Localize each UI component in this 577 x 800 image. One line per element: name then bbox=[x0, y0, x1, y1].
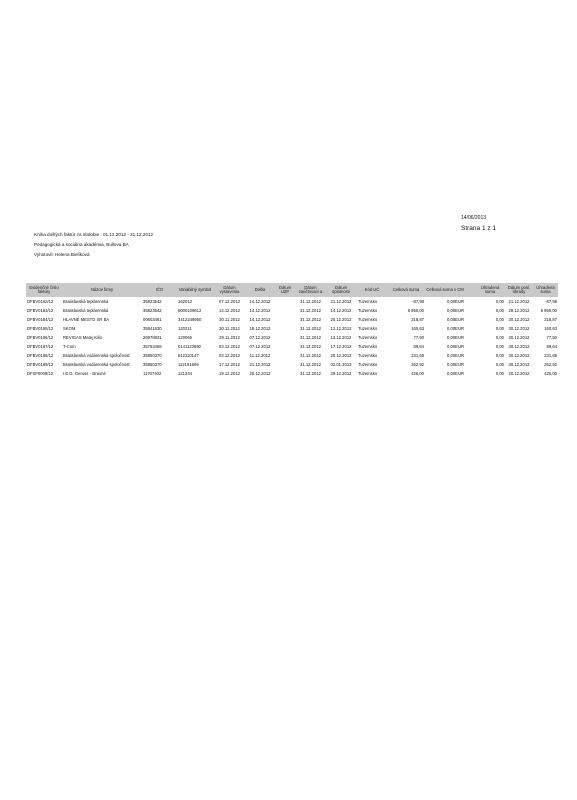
column-header: Dátum vystavenia bbox=[213, 283, 246, 297]
table-cell: REVIGAS Matej Kišo bbox=[63, 335, 103, 340]
table-cell bbox=[274, 360, 296, 369]
table-cell: DFBV0168/12 bbox=[27, 353, 54, 358]
table-cell: 6000109612 bbox=[178, 308, 202, 313]
table-cell: 6 950,00 bbox=[540, 308, 557, 313]
table-cell: Tuzemsko bbox=[358, 326, 378, 331]
table-cell: Bratislavská vodárenská spoločnosť bbox=[63, 353, 130, 358]
table-cell: 31.12.2012 bbox=[300, 335, 321, 340]
table-cell: 28.12.2012 bbox=[508, 308, 530, 313]
table-cell: 30.12.2012 bbox=[508, 335, 530, 340]
table-cell: 426,00 bbox=[411, 371, 424, 376]
table-cell: 31.12.2012 bbox=[300, 371, 321, 376]
table-cell: 231,69 bbox=[544, 353, 557, 358]
table-cell: 35823542 bbox=[143, 299, 162, 304]
table-cell: 0,00 bbox=[495, 299, 504, 304]
column-header bbox=[465, 283, 475, 297]
table-cell: 07.12.2012 bbox=[249, 344, 271, 349]
table-cell: 77,50 bbox=[413, 335, 424, 340]
table-cell: Tuzemsko bbox=[358, 317, 378, 322]
table-cell: 231,69 bbox=[411, 353, 424, 358]
column-header: Kód UČ bbox=[357, 283, 387, 297]
table-cell: 12.12.2012 bbox=[330, 326, 352, 331]
column-header: IČO bbox=[142, 283, 177, 297]
table-cell bbox=[465, 342, 475, 351]
table-cell: 121344 bbox=[178, 371, 192, 376]
table-cell: 21.12.2012 bbox=[508, 299, 530, 304]
table-cell bbox=[274, 297, 296, 306]
table-cell: Bratislavská vodárenská spoločnosť bbox=[63, 362, 130, 367]
table-cell: 0,00EUR bbox=[447, 299, 464, 304]
table-cell: 29.11.2012 bbox=[219, 335, 240, 340]
table-cell: Tuzemsko bbox=[358, 344, 378, 349]
table-cell: 30.11.2012 bbox=[219, 326, 240, 331]
table-cell: -87,98 bbox=[412, 299, 424, 304]
table-cell: 0,00 bbox=[495, 362, 504, 367]
table-cell: DFBV0165/12 bbox=[27, 326, 54, 331]
table-cell: 0,00 bbox=[495, 353, 504, 358]
table-cell: 29.12.2012 bbox=[330, 371, 352, 376]
column-header: Došla bbox=[246, 283, 274, 297]
table-cell: 0,00EUR bbox=[447, 344, 464, 349]
table-cell: 17.12.2012 bbox=[219, 362, 240, 367]
table-cell: 07.12.2012 bbox=[249, 335, 271, 340]
table-cell: 0,00 bbox=[495, 326, 504, 331]
table-cell: 218,87 bbox=[544, 317, 557, 322]
table-body bbox=[26, 297, 558, 378]
table-cell: 160,63 bbox=[411, 326, 424, 331]
table-cell bbox=[465, 306, 475, 315]
table-cell: -87,98 bbox=[545, 299, 557, 304]
table-cell bbox=[465, 324, 475, 333]
table-cell: 120211 bbox=[178, 326, 192, 331]
table-cell: Bratislavská teplárenská bbox=[63, 299, 109, 304]
invoice-table bbox=[26, 283, 558, 378]
table-cell: 0,00EUR bbox=[447, 371, 464, 376]
table-cell: 160,63 bbox=[544, 326, 557, 331]
column-header: Celková suma bbox=[387, 283, 425, 297]
table-cell: I.E.G. Geruss - stravné bbox=[63, 371, 106, 376]
table-cell: 35841630 bbox=[143, 326, 162, 331]
column-header: Uhradená suma bbox=[533, 283, 558, 297]
table-cell: DFBV0163/12 bbox=[27, 308, 54, 313]
table-cell: 35823542 bbox=[143, 308, 162, 313]
table-cell: 26978831 bbox=[143, 335, 162, 340]
table-cell: 17.12.2012 bbox=[330, 344, 352, 349]
table-cell: 31.12.2012 bbox=[300, 299, 321, 304]
table-cell: 31.12.2012 bbox=[300, 344, 321, 349]
table-cell: 0,00 bbox=[495, 371, 504, 376]
table-cell: 18.12.2012 bbox=[249, 326, 271, 331]
table-cell: 11707402 bbox=[143, 371, 162, 376]
table-cell: DFBV0166/12 bbox=[27, 335, 54, 340]
table-cell: 0,00EUR bbox=[447, 362, 464, 367]
table-cell: DFBV0164/12 bbox=[27, 317, 54, 322]
table-cell: Tuzemsko bbox=[358, 371, 378, 376]
table-cell bbox=[465, 351, 475, 360]
table-cell: 31.12.2012 bbox=[300, 326, 321, 331]
table-row bbox=[26, 369, 558, 378]
table-cell: 14.12.2012 bbox=[249, 317, 271, 322]
table-cell: 0,00 bbox=[495, 344, 504, 349]
table-cell: 0,00EUR bbox=[447, 326, 464, 331]
table-cell: 07.12.2012 bbox=[219, 299, 240, 304]
table-cell: 00603481 bbox=[143, 317, 162, 322]
table-cell: 14.12.2012 bbox=[249, 299, 271, 304]
column-header: Dátum UZP bbox=[274, 283, 296, 297]
table-cell: 19.12.2012 bbox=[219, 371, 240, 376]
table-cell bbox=[274, 333, 296, 342]
column-header: Uhradená suma bbox=[475, 283, 505, 297]
table-row bbox=[26, 297, 558, 306]
table-cell: Tuzemsko bbox=[358, 353, 378, 358]
table-cell bbox=[465, 360, 475, 369]
table-cell: DFSF0009/12 bbox=[27, 371, 54, 376]
table-cell: 31.12.2012 bbox=[300, 308, 321, 313]
table-row bbox=[26, 315, 558, 324]
table-cell: Bratislavská teplárenská bbox=[63, 308, 109, 313]
table-cell: SKOM bbox=[63, 326, 76, 331]
table-row bbox=[26, 333, 558, 342]
column-header: Evidenčné číslo faktúry bbox=[26, 283, 62, 297]
table-cell: 426,00 bbox=[544, 371, 557, 376]
prepared-by: Vyhotovil: Helena Bielíková bbox=[34, 252, 90, 257]
table-cell: 3412249950 bbox=[178, 317, 202, 322]
table-cell: Tuzemsko bbox=[358, 299, 378, 304]
table-cell: DFBV0169/12 bbox=[27, 362, 54, 367]
table-cell: 218,87 bbox=[411, 317, 424, 322]
table-cell: 30.12.2012 bbox=[508, 326, 530, 331]
table-row bbox=[26, 360, 558, 369]
table-cell: DFBV0167/12 bbox=[27, 344, 54, 349]
table-cell: 21.12.2012 bbox=[249, 362, 271, 367]
table-row bbox=[26, 306, 558, 315]
table-header-row bbox=[26, 283, 558, 297]
table-cell: 02.01.2013 bbox=[330, 362, 352, 367]
column-header: Dátum posl. úhrady bbox=[505, 283, 533, 297]
table-cell: 20.12.2012 bbox=[249, 371, 271, 376]
table-cell: 20.12.2012 bbox=[330, 317, 352, 322]
organization-name: Pedagogická a sociálna akadémia, Bullova BA bbox=[34, 242, 129, 247]
table-row bbox=[26, 351, 558, 360]
table-cell: 30.12.2012 bbox=[508, 317, 530, 322]
table-row bbox=[26, 342, 558, 351]
column-header: Názov firmy bbox=[62, 283, 142, 297]
column-header: Dátum splatnosti bbox=[325, 283, 357, 297]
table-cell: 120065 bbox=[178, 335, 192, 340]
column-header: Dátum zaúčtovani a bbox=[296, 283, 325, 297]
print-date: 14/06/2013 bbox=[461, 215, 487, 221]
table-cell: 03.12.2012 bbox=[219, 344, 240, 349]
table-cell: 03.12.2012 bbox=[219, 353, 240, 358]
table-cell: 31.12.2012 bbox=[300, 317, 321, 322]
table-cell: 0,00 bbox=[495, 335, 504, 340]
table-cell: 30.11.2012 bbox=[219, 317, 240, 322]
table-cell: 0,00EUR bbox=[447, 335, 464, 340]
table-cell: DFBV0162/12 bbox=[27, 299, 54, 304]
table-cell: T-Com bbox=[63, 344, 76, 349]
table-row bbox=[26, 324, 558, 333]
table-cell bbox=[465, 315, 475, 324]
table-cell: 30.12.2012 bbox=[508, 362, 530, 367]
column-header: Celková suma v CM bbox=[425, 283, 465, 297]
table-cell bbox=[465, 297, 475, 306]
table-cell: 14.12.2012 bbox=[219, 308, 240, 313]
table-cell: 14.12.2012 bbox=[249, 308, 271, 313]
table-cell bbox=[274, 324, 296, 333]
table-cell: 89,64 bbox=[413, 344, 424, 349]
table-cell: 21.12.2012 bbox=[330, 299, 352, 304]
table-cell: 6 950,00 bbox=[407, 308, 424, 313]
table-cell: 0,00 bbox=[495, 317, 504, 322]
table-cell: HLAVNÉ MESTO SR BA bbox=[63, 317, 110, 322]
table-cell bbox=[274, 351, 296, 360]
table-cell: 0,00EUR bbox=[447, 317, 464, 322]
table-cell: 30.12.2012 bbox=[508, 353, 530, 358]
table-cell: 11.12.2012 bbox=[249, 353, 271, 358]
table-cell: Tuzemsko bbox=[358, 308, 378, 313]
table-cell bbox=[465, 333, 475, 342]
table-cell bbox=[465, 369, 475, 378]
table-cell: 20.12.2012 bbox=[330, 353, 352, 358]
table-cell: 112191669 bbox=[178, 362, 199, 367]
table-cell bbox=[274, 306, 296, 315]
table-cell: 262,92 bbox=[411, 362, 424, 367]
column-header: Variabilný symbol bbox=[177, 283, 213, 297]
table-cell: 31.12.2012 bbox=[300, 362, 321, 367]
table-cell bbox=[274, 369, 296, 378]
table-cell: 0,00EUR bbox=[447, 308, 464, 313]
table-cell: 0,00 bbox=[495, 308, 504, 313]
table-cell: 20.12.2012 bbox=[508, 371, 530, 376]
table-cell: 612110147 bbox=[178, 353, 199, 358]
table-cell: 35763469 bbox=[143, 344, 162, 349]
table-cell: 35850370 bbox=[143, 362, 162, 367]
table-cell: 162012 bbox=[178, 299, 192, 304]
table-cell bbox=[274, 342, 296, 351]
table-cell: 13.12.2012 bbox=[330, 335, 352, 340]
table-cell: 14.12.2012 bbox=[330, 308, 352, 313]
table-cell: 77,50 bbox=[546, 335, 557, 340]
report-title: Kniha došlých faktúr za obdobie : 01.12.2012 - 31.12.2012 bbox=[34, 232, 154, 237]
table-cell: 0141123890 bbox=[178, 344, 201, 349]
table-cell: Tuzemsko bbox=[358, 362, 378, 367]
table-cell: 35850370 bbox=[143, 353, 162, 358]
table-cell: 0,00EUR bbox=[447, 353, 464, 358]
table-cell bbox=[274, 315, 296, 324]
table-cell: Tuzemsko bbox=[358, 335, 378, 340]
table-cell: 31.12.2012 bbox=[300, 353, 321, 358]
table-cell: 30.12.2012 bbox=[508, 344, 530, 349]
page-number: Strana 1 z 1 bbox=[461, 225, 497, 232]
table-cell: 89,64 bbox=[546, 344, 557, 349]
table-cell: 262,92 bbox=[544, 362, 557, 367]
